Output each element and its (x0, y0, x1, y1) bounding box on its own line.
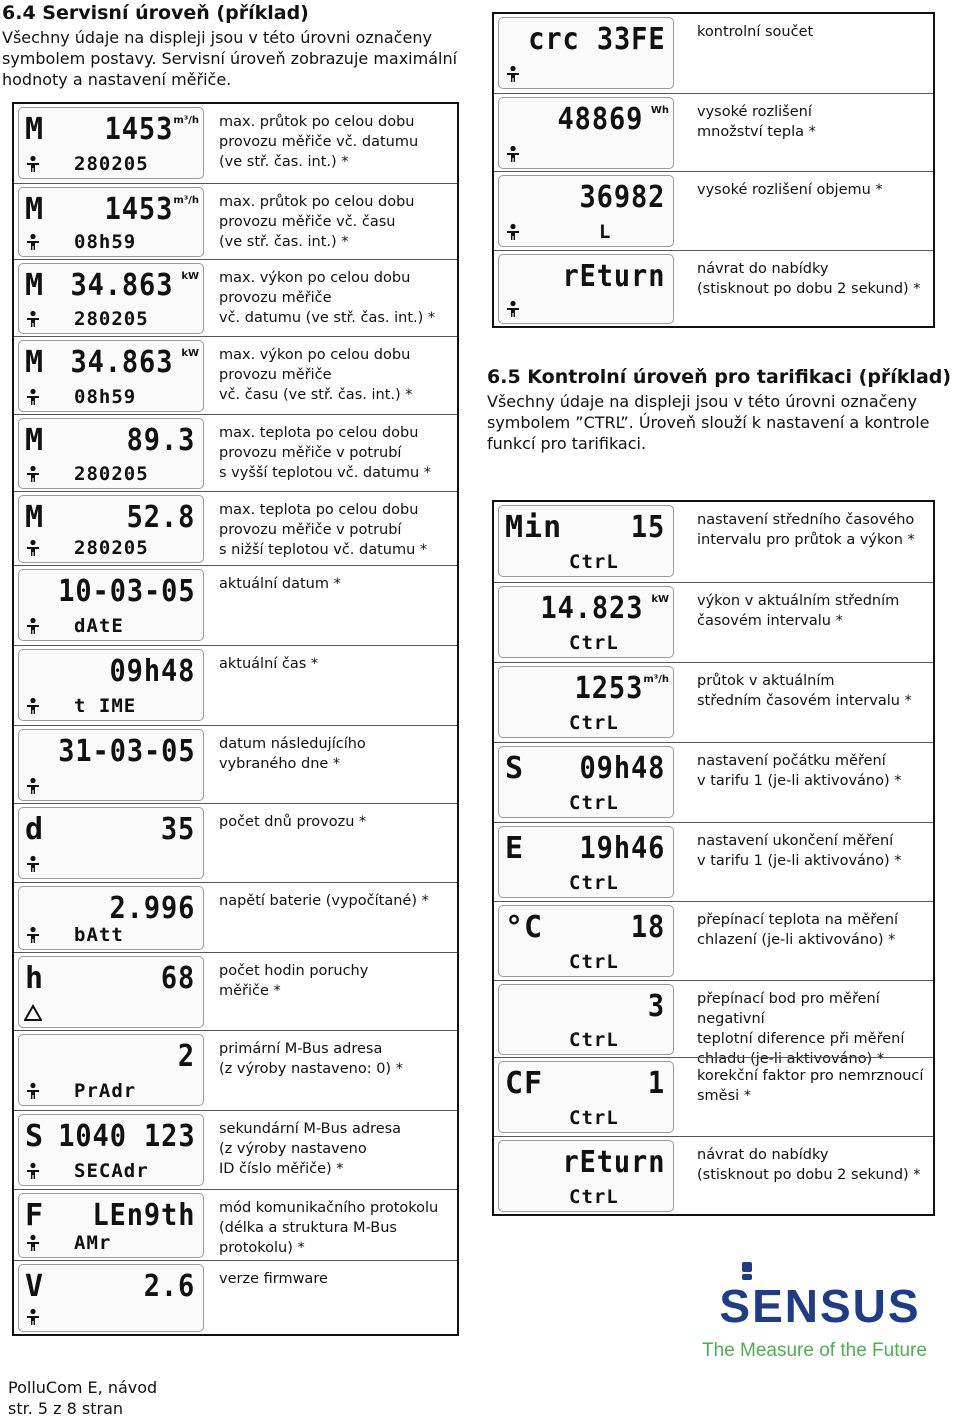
row-description (697, 102, 816, 142)
row-description (219, 654, 318, 674)
description-line: přepínací bod pro měření negativní (697, 991, 880, 1027)
lcd-main-value: 68 (160, 961, 195, 996)
lcd-display (498, 1061, 674, 1133)
table-row (14, 491, 457, 566)
intro-line: funkcí pro tarifikaci. (487, 434, 647, 453)
lcd-display (498, 746, 674, 818)
lcd-sub-value: CtrL (569, 951, 619, 973)
description-line: směsi * (697, 1088, 752, 1104)
lcd-display (498, 826, 674, 898)
lcd-display (18, 807, 204, 879)
table-row (14, 259, 457, 337)
description-line: průtok v aktuálním (697, 673, 835, 689)
lcd-display (18, 1264, 204, 1332)
person-icon (24, 465, 42, 483)
lcd-display (498, 1140, 674, 1212)
row-description (219, 961, 368, 1001)
description-line: provozu měřiče (219, 367, 332, 383)
lcd-code: d (25, 812, 45, 847)
intro-line: hodnoty a nastavení měřiče. (2, 70, 232, 89)
lcd-main-value: rEturn (562, 1145, 665, 1180)
lcd-sub-value: CtrL (569, 872, 619, 894)
description-line: korekční faktor pro nemrznoucí (697, 1068, 924, 1084)
person-icon (24, 855, 42, 873)
lcd-main-value: 2 (177, 1039, 195, 1074)
lcd-display (18, 340, 204, 412)
table-row (494, 1057, 933, 1137)
row-description (219, 112, 418, 172)
row-description (697, 751, 902, 791)
row-description (697, 910, 898, 950)
description-line: max. teplota po celou dobu (219, 425, 419, 441)
intro-line: symbolem ”CTRL”. Úroveň slouží k nastavení a kontrole (487, 413, 930, 432)
description-line: (stisknout po dobu 2 sekund) * (697, 281, 921, 297)
lcd-main-value: 14.823 (540, 591, 643, 626)
description-line: nastavení středního časového (697, 512, 915, 528)
lcd-unit: kW (181, 348, 199, 359)
lcd-main-value: 3 (647, 989, 665, 1024)
lcd-code: h (25, 961, 45, 996)
table-row (494, 662, 933, 743)
description-line: v tarifu 1 (je-li aktivováno) * (697, 773, 902, 789)
lcd-display (18, 418, 204, 489)
table-row (494, 822, 933, 902)
description-line: návrat do nabídky (697, 1147, 829, 1163)
description-line: protokolu) * (219, 1240, 305, 1256)
lcd-main-value: 2.6 (143, 1269, 195, 1304)
lcd-main-value: 52.8 (126, 500, 195, 535)
row-description (697, 180, 883, 200)
description-line: provozu měřiče v potrubí (219, 522, 402, 538)
lcd-code: M (25, 192, 45, 227)
tariff-level-intro (487, 391, 930, 454)
lcd-code: E (505, 831, 525, 866)
table-row (14, 1110, 457, 1190)
row-description (697, 510, 915, 550)
lcd-sub-value: CtrL (569, 1186, 619, 1208)
description-line: ID číslo měřiče) * (219, 1161, 344, 1177)
description-line: provozu měřiče vč. času (219, 214, 396, 230)
description-line: měřiče * (219, 983, 281, 999)
lcd-display (18, 1193, 204, 1258)
description-line: výkon v aktuálním středním (697, 593, 900, 609)
lcd-unit: kW (181, 271, 199, 282)
lcd-sub-value: SECAdr (74, 1160, 149, 1182)
lcd-main-value: 35 (160, 812, 195, 847)
row-description (219, 574, 341, 594)
person-icon (24, 617, 42, 635)
lcd-display (18, 1114, 204, 1186)
lcd-display (18, 107, 204, 179)
description-line: vybraného dne * (219, 756, 341, 772)
lcd-display (18, 569, 204, 641)
lcd-sub-value: CtrL (569, 792, 619, 814)
lcd-main-value: 15 (630, 510, 665, 545)
table-row (14, 336, 457, 415)
lcd-code: Min (505, 510, 563, 545)
description-line: (z výroby nastaveno: 0) * (219, 1061, 403, 1077)
page-footer (8, 1377, 157, 1419)
description-line: časovém intervalu * (697, 613, 843, 629)
description-line: (stisknout po dobu 2 sekund) * (697, 1167, 921, 1183)
person-icon (24, 310, 42, 328)
description-line: provozu měřiče (219, 290, 332, 306)
description-line: v tarifu 1 (je-li aktivováno) * (697, 853, 902, 869)
description-line: max. průtok po celou dobu (219, 194, 415, 210)
lcd-display (498, 254, 674, 324)
service-level-table (12, 102, 459, 1336)
table-row (494, 93, 933, 172)
table-row (494, 502, 933, 582)
row-description (219, 812, 366, 832)
sensus-tagline: The Measure of the Future (702, 1340, 927, 1361)
lcd-sub-value: CtrL (569, 551, 619, 573)
table-row (494, 1136, 933, 1215)
lcd-code: M (25, 423, 45, 458)
description-line: vysoké rozlišení (697, 104, 812, 120)
description-line: teplotní diference při měření (697, 1031, 905, 1047)
lcd-display (498, 666, 674, 738)
lcd-main-value: 48869 (557, 102, 643, 137)
row-description (219, 1119, 401, 1179)
description-line: max. průtok po celou dobu (219, 114, 415, 130)
table-row (14, 725, 457, 804)
lcd-sub-value: 08h59 (74, 386, 137, 408)
intro-line: symbolem postavy. Servisní úroveň zobrazuje maximální (2, 49, 458, 68)
lcd-main-value: 89.3 (126, 423, 195, 458)
lcd-main-value: 1453 (104, 192, 173, 227)
tariff-level-title: 6.5 Kontrolní úroveň pro tarifikaci (příklad) (487, 366, 952, 388)
description-line: max. teplota po celou dobu (219, 502, 419, 518)
lcd-main-value: 34.863 (70, 345, 173, 380)
description-line: (ve stř. čas. int.) * (219, 154, 349, 170)
table-row (14, 1030, 457, 1111)
description-line: chlazení (je-li aktivováno) * (697, 932, 896, 948)
person-icon (24, 1234, 42, 1252)
lcd-main-value: crc 33FE (527, 22, 665, 57)
description-line: počet hodin poruchy (219, 963, 369, 979)
lcd-display (498, 586, 674, 658)
description-line: kontrolní součet (697, 24, 814, 40)
description-line: aktuální datum * (219, 576, 341, 592)
lcd-code: M (25, 345, 45, 380)
lcd-display (498, 984, 674, 1055)
description-line: středním časovém intervalu * (697, 693, 912, 709)
row-description (219, 192, 414, 252)
description-line: vč. času (ve stř. čas. int.) * (219, 387, 413, 403)
person-icon (24, 1308, 42, 1326)
row-description (697, 1145, 921, 1185)
row-description (219, 734, 366, 774)
table-row (494, 14, 933, 93)
person-icon (24, 388, 42, 406)
warning-icon (24, 1004, 42, 1022)
lcd-display (18, 729, 204, 801)
table-row (14, 414, 457, 492)
person-icon (24, 926, 42, 944)
table-row (14, 183, 457, 260)
lcd-display (498, 175, 674, 247)
lcd-main-value: 36982 (579, 180, 665, 215)
row-description (219, 268, 435, 328)
description-line: návrat do nabídky (697, 261, 829, 277)
lcd-main-value: 19h46 (579, 831, 665, 866)
table-row (14, 803, 457, 883)
table-row (494, 582, 933, 663)
row-description (697, 1066, 923, 1106)
row-description (219, 500, 427, 560)
lcd-main-value: 1040 123 (57, 1119, 195, 1154)
lcd-unit: m³/h (643, 674, 669, 685)
description-line: verze firmware (219, 1271, 328, 1287)
description-line: max. výkon po celou dobu (219, 270, 411, 286)
description-line: s nižší teplotou vč. datumu * (219, 542, 428, 558)
lcd-display (18, 1034, 204, 1106)
lcd-display (18, 495, 204, 563)
table-row (14, 1189, 457, 1261)
lcd-sub-value: bAtt (74, 924, 124, 946)
row-description (697, 831, 902, 871)
lcd-sub-value: 280205 (74, 153, 149, 175)
description-line: množství tepla * (697, 124, 816, 140)
lcd-main-value: 18 (630, 910, 665, 945)
lcd-main-value: 1 (647, 1066, 665, 1101)
lcd-display (18, 886, 204, 950)
lcd-main-value: 31-03-05 (57, 734, 195, 769)
description-line: (délka a struktura M-Bus (219, 1220, 397, 1236)
row-description (219, 345, 413, 405)
table-row (14, 565, 457, 646)
lcd-display (498, 17, 674, 89)
intro-line: Všechny údaje na displeji jsou v této úrovni označeny (487, 392, 917, 411)
description-line: aktuální čas * (219, 656, 319, 672)
intro-line: Všechny údaje na displeji jsou v této úrovni označeny (2, 28, 432, 47)
lcd-display (498, 97, 674, 169)
lcd-display (18, 187, 204, 257)
lcd-sub-value: 08h59 (74, 231, 137, 253)
lcd-main-value: 2.996 (109, 891, 195, 926)
description-line: sekundární M-Bus adresa (219, 1121, 402, 1137)
table-row (494, 171, 933, 251)
description-line: provozu měřiče vč. datumu (219, 134, 419, 150)
lcd-code: M (25, 112, 45, 147)
person-icon (24, 233, 42, 251)
description-line: datum následujícího (219, 736, 366, 752)
person-icon (504, 65, 522, 83)
row-description (697, 22, 813, 42)
table-row (494, 250, 933, 327)
table-row (14, 645, 457, 726)
person-icon (24, 777, 42, 795)
person-icon (24, 1162, 42, 1180)
table-row (14, 1260, 457, 1335)
lcd-code: M (25, 268, 45, 303)
lcd-sub-value: 280205 (74, 308, 149, 330)
description-line: intervalu pro průtok a výkon * (697, 532, 915, 548)
person-icon (24, 539, 42, 557)
lcd-main-value: 1453 (104, 112, 173, 147)
lcd-code: M (25, 500, 45, 535)
lcd-main-value: rEturn (562, 259, 665, 294)
description-line: počet dnů provozu * (219, 814, 367, 830)
description-line: chladu (je-li aktivováno) * (697, 1051, 885, 1067)
lcd-sub-value: PrAdr (74, 1080, 137, 1102)
lcd-sub-value: CtrL (569, 632, 619, 654)
document-name: PolluCom E, návod (8, 1378, 158, 1397)
row-description (219, 423, 431, 483)
person-icon (504, 223, 522, 241)
description-line: nastavení počátku měření (697, 753, 886, 769)
service-level-intro (2, 27, 457, 90)
person-icon (504, 300, 522, 318)
description-line: mód komunikačního protokolu (219, 1200, 439, 1216)
page-number: str. 5 z 8 stran (8, 1399, 124, 1418)
description-line: (z výroby nastaveno (219, 1141, 367, 1157)
description-line: max. výkon po celou dobu (219, 347, 411, 363)
row-description (697, 591, 899, 631)
lcd-unit: kW (651, 594, 669, 605)
table-row (14, 882, 457, 953)
person-icon (24, 155, 42, 173)
table-row (14, 952, 457, 1031)
table-row (14, 104, 457, 183)
sensus-logo (700, 1260, 940, 1370)
checksum-table (492, 12, 935, 328)
table-row (494, 901, 933, 981)
lcd-code: S (25, 1119, 45, 1154)
description-line: s vyšší teplotou vč. datumu * (219, 465, 432, 481)
lcd-sub-value: L (599, 221, 612, 243)
description-line: nastavení ukončení měření (697, 833, 894, 849)
lcd-unit: m³/h (173, 115, 199, 126)
lcd-code: F (25, 1198, 45, 1233)
lcd-code: CF (505, 1066, 544, 1101)
person-icon (24, 1082, 42, 1100)
description-line: přepínací teplota na měření (697, 912, 899, 928)
row-description (697, 259, 921, 299)
lcd-main-value: LEn9th (92, 1198, 195, 1233)
lcd-code: °C (505, 910, 544, 945)
row-description (219, 1269, 328, 1289)
lcd-unit: m³/h (173, 195, 199, 206)
person-icon (504, 145, 522, 163)
row-description (219, 1198, 438, 1258)
lcd-display (18, 263, 204, 334)
lcd-sub-value: CtrL (569, 1107, 619, 1129)
description-line: primární M-Bus adresa (219, 1041, 383, 1057)
row-description (697, 671, 912, 711)
lcd-display (18, 956, 204, 1028)
lcd-display (18, 649, 204, 721)
description-line: provozu měřiče v potrubí (219, 445, 402, 461)
row-description (219, 1039, 403, 1079)
lcd-sub-value: t IME (74, 695, 137, 717)
person-icon (24, 697, 42, 715)
description-line: (ve stř. čas. int.) * (219, 234, 349, 250)
description-line: vysoké rozlišení objemu * (697, 182, 883, 198)
service-level-title: 6.4 Servisní úroveň (příklad) (2, 2, 309, 24)
lcd-sub-value: 280205 (74, 537, 149, 559)
lcd-main-value: 34.863 (70, 268, 173, 303)
lcd-sub-value: 280205 (74, 463, 149, 485)
lcd-code: V (25, 1269, 45, 1304)
table-row (494, 980, 933, 1067)
row-description (219, 891, 429, 911)
lcd-unit: Wh (650, 105, 669, 116)
description-line: vč. datumu (ve stř. čas. int.) * (219, 310, 436, 326)
tariff-level-table (492, 500, 935, 1216)
lcd-main-value: 09h48 (109, 654, 195, 689)
lcd-display (498, 505, 674, 577)
lcd-main-value: 10-03-05 (57, 574, 195, 609)
lcd-code: S (505, 751, 525, 786)
svg-text:SENSUS: SENSUS (719, 1280, 921, 1332)
lcd-sub-value: dAtE (74, 615, 124, 637)
lcd-display (498, 905, 674, 977)
lcd-sub-value: AMr (74, 1232, 112, 1254)
lcd-main-value: 09h48 (579, 751, 665, 786)
table-row (494, 742, 933, 823)
description-line: napětí baterie (vypočítané) * (219, 893, 429, 909)
lcd-sub-value: CtrL (569, 712, 619, 734)
lcd-sub-value: CtrL (569, 1029, 619, 1051)
lcd-main-value: 1253 (574, 671, 643, 706)
